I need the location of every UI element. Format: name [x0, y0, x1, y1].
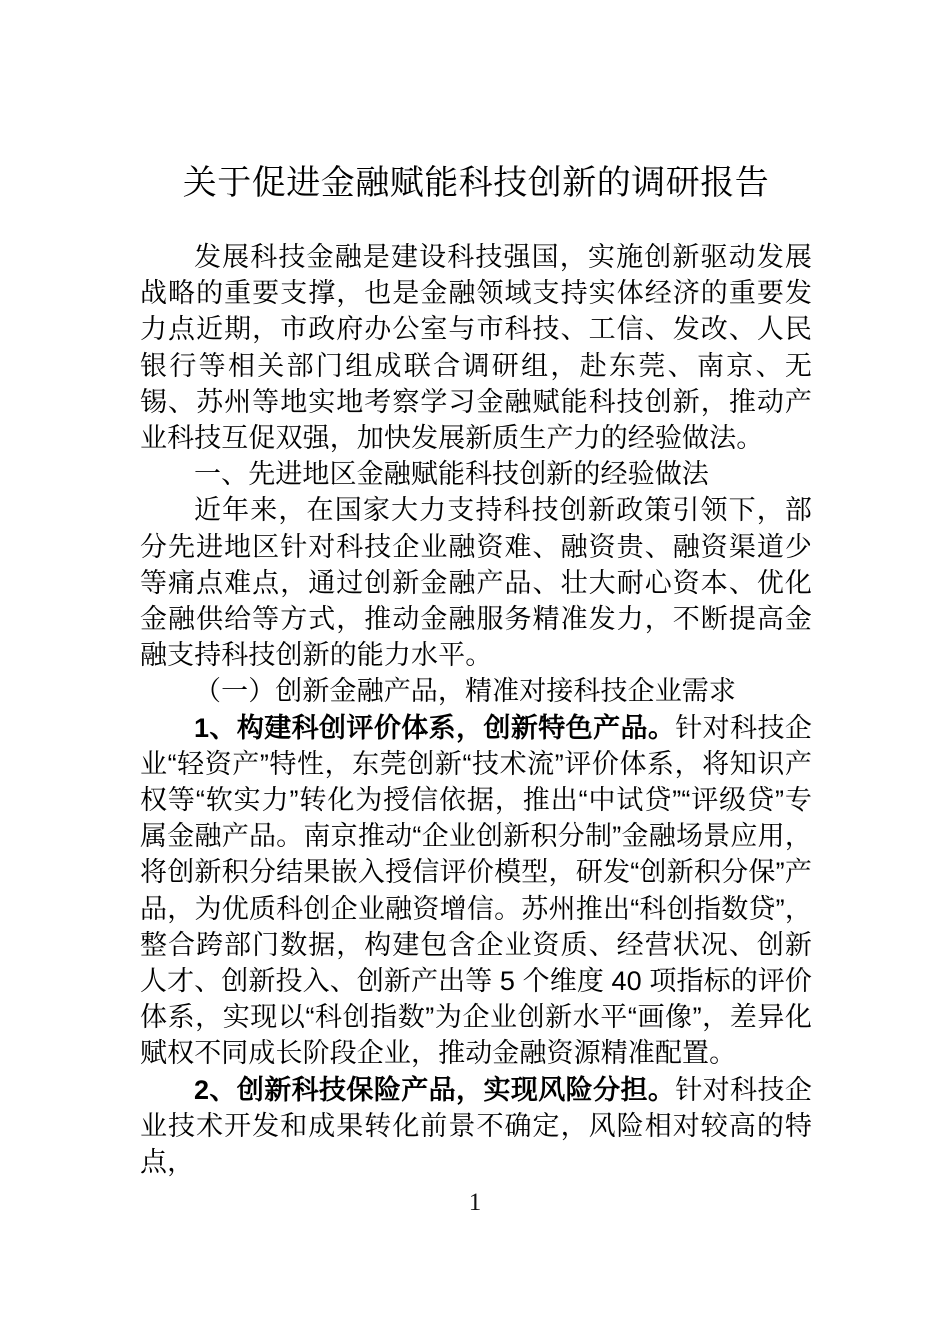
subsection-heading-1: （一）创新金融产品，精准对接科技企业需求	[194, 676, 736, 707]
paragraph-item-2	[140, 1072, 812, 1181]
paragraph-item-1	[140, 710, 812, 1072]
section-heading-1: 一、先进地区金融赋能科技创新的经验做法	[194, 459, 709, 490]
page-number: 1	[468, 1189, 482, 1216]
item-1-text: 针对科技企业“轻资产”特性，东莞创新“技术流”评价体系，将知识产权等“软实力”转化为授信依据，推出“中试贷”“评级贷”专属金融产品。南京推动“企业创新积分制”金融场景应用，将创新积分结果嵌入授信评价模型，研发“创新积分保”产品，为优质科创企业融资增信。苏州推出“科创指数贷”，整合跨部门数据，构建包含企业资质、经营状况、创新人才、创新投入、创新产出等 5 个维度 40 项指标的评价体系，实现以“科创指数”为企业创新水平“画像”，差异化赋权不同成长阶段企业，推动金融资源精准配置。	[140, 712, 812, 1069]
item-2-lead: 2、创新科技保险产品，实现风险分担。	[194, 1074, 676, 1105]
item-1-lead: 1、构建科创评价体系，创新特色产品。	[194, 712, 676, 743]
paragraph-body-1: 近年来，在国家大力支持科技创新政策引领下，部分先进地区针对科技企业融资难、融资贵、融资渠道少等痛点难点，通过创新金融产品、壮大耐心资本、优化金融供给等方式，推动金融服务精准发力，不断提高金融支持科技创新的能力水平。	[140, 495, 812, 671]
page-title: 关于促进金融赋能科技创新的调研报告	[182, 164, 770, 202]
paragraph-intro: 发展科技金融是建设科技强国，实施创新驱动发展战略的重要支撑，也是金融领域支持实体经济的重要发力点近期，市政府办公室与市科技、工信、发改、人民银行等相关部门组成联合调研组，赴东莞、南京、无锡、苏州等地实地考察学习金融赋能科技创新，推动产业科技互促双强，加快发展新质生产力的经验做法。	[140, 242, 812, 454]
item-2-text: 针对科技企业技术开发和成果转化前景不确定，风险相对较高的特点，	[140, 1074, 812, 1178]
document-content	[140, 0, 812, 1180]
